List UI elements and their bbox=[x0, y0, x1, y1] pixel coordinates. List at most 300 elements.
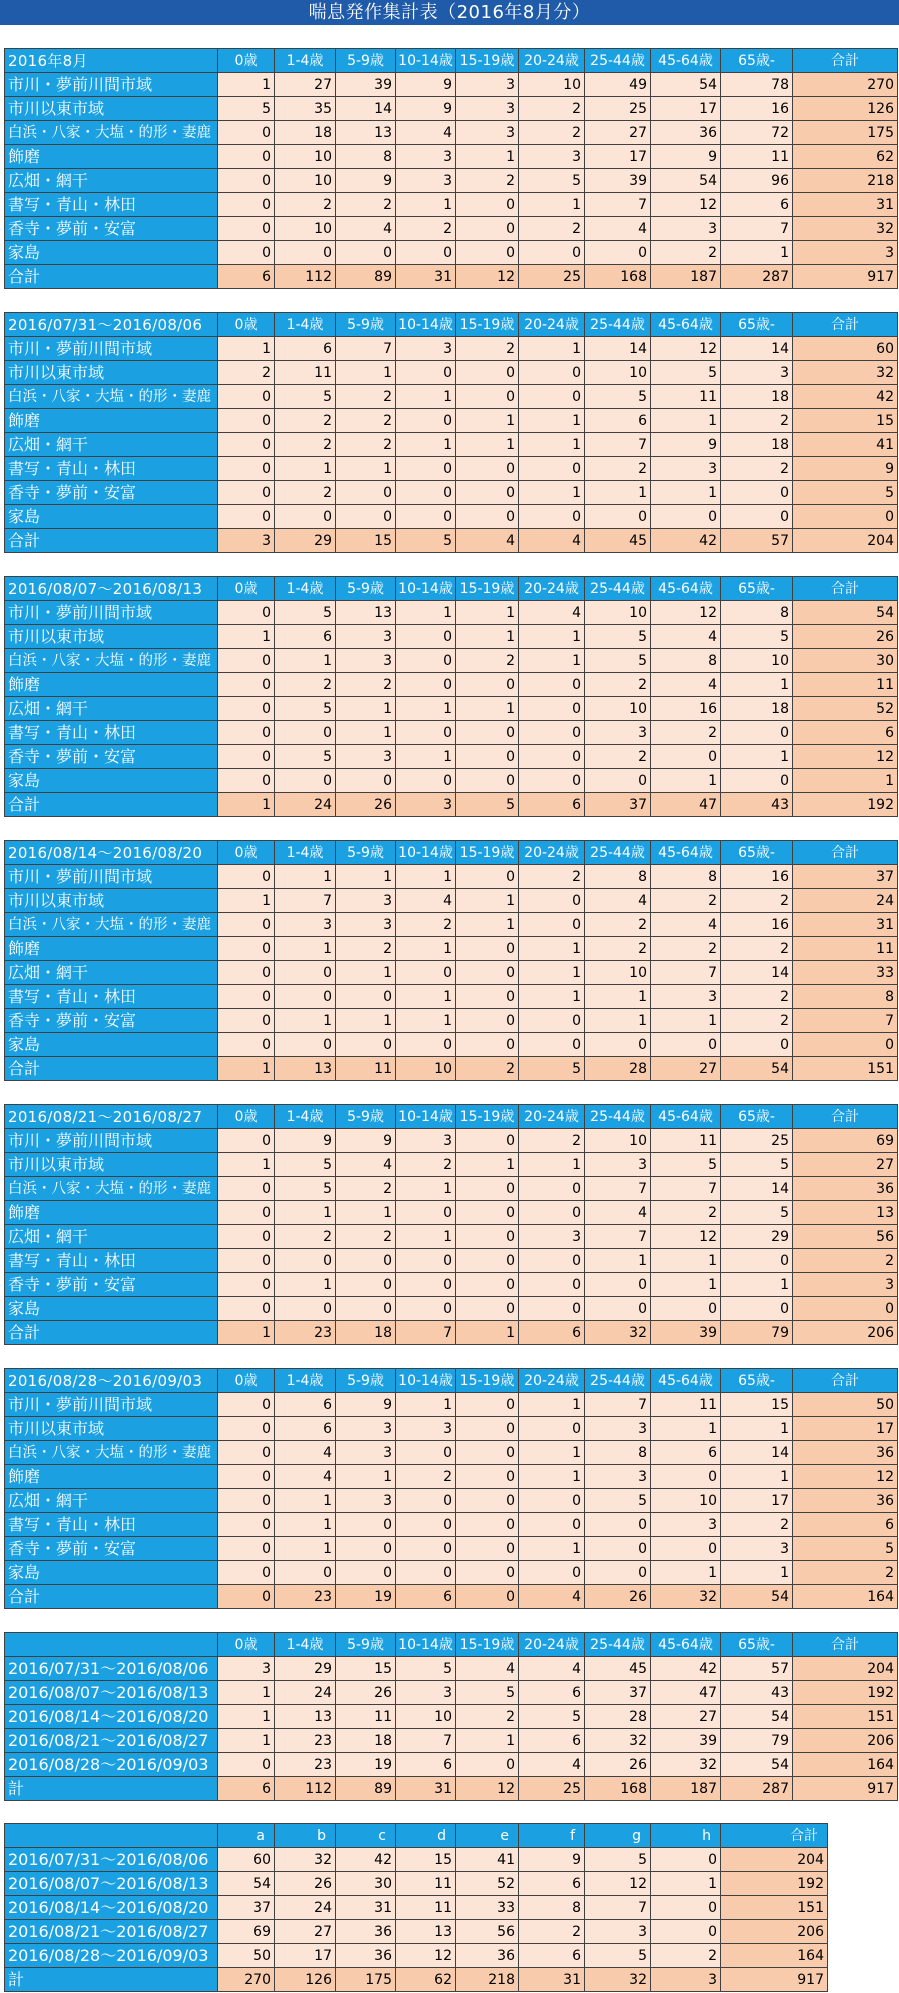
count-cell: 5 bbox=[721, 625, 793, 649]
total-cell: 187 bbox=[651, 265, 721, 289]
column-header: 1-4歳 bbox=[275, 313, 336, 337]
count-cell: 1 bbox=[456, 913, 519, 937]
count-cell: 9 bbox=[396, 73, 456, 97]
count-cell: 7 bbox=[275, 889, 336, 913]
header-row bbox=[5, 841, 898, 865]
count-cell: 6 bbox=[651, 1441, 721, 1465]
count-cell: 17 bbox=[275, 1944, 336, 1968]
count-cell: 8 bbox=[336, 145, 396, 169]
count-cell: 12 bbox=[651, 337, 721, 361]
total-cell: 1 bbox=[218, 1057, 275, 1081]
row-label: 家島 bbox=[5, 505, 218, 529]
count-cell: 0 bbox=[396, 649, 456, 673]
count-cell: 7 bbox=[585, 193, 651, 217]
count-cell: 15 bbox=[336, 1657, 396, 1681]
column-header: 15-19歳 bbox=[456, 1633, 519, 1657]
count-cell: 10 bbox=[721, 649, 793, 673]
count-cell: 2 bbox=[456, 649, 519, 673]
column-header: 25-44歳 bbox=[585, 313, 651, 337]
table-row bbox=[5, 121, 898, 145]
total-row bbox=[5, 1968, 828, 1992]
row-label: 香寺・夢前・安富 bbox=[5, 217, 218, 241]
count-cell: 16 bbox=[651, 697, 721, 721]
count-cell: 0 bbox=[721, 1033, 793, 1057]
column-header: 0歳 bbox=[218, 841, 275, 865]
count-cell: 0 bbox=[336, 1513, 396, 1537]
column-header: 15-19歳 bbox=[456, 577, 519, 601]
count-cell: 42 bbox=[336, 1848, 396, 1872]
count-cell: 3 bbox=[721, 1537, 793, 1561]
table-row bbox=[5, 1201, 898, 1225]
count-cell: 0 bbox=[218, 1537, 275, 1561]
count-cell: 1 bbox=[651, 481, 721, 505]
total-cell: 28 bbox=[585, 1057, 651, 1081]
column-header: 15-19歳 bbox=[456, 49, 519, 73]
count-cell: 54 bbox=[651, 73, 721, 97]
count-cell: 3 bbox=[651, 217, 721, 241]
row-label: 書写・青山・林田 bbox=[5, 1249, 218, 1273]
count-cell: 0 bbox=[519, 1513, 585, 1537]
table-body bbox=[5, 313, 898, 553]
count-cell: 10 bbox=[585, 697, 651, 721]
total-cell: 18 bbox=[336, 1321, 396, 1345]
total-cell: 57 bbox=[721, 529, 793, 553]
count-cell: 69 bbox=[218, 1920, 275, 1944]
total-cell: 13 bbox=[275, 1057, 336, 1081]
total-cell: 32 bbox=[651, 1585, 721, 1609]
column-header: 65歳- bbox=[721, 1369, 793, 1393]
count-cell: 1 bbox=[456, 1153, 519, 1177]
total-cell: 23 bbox=[275, 1321, 336, 1345]
table-row bbox=[5, 1944, 828, 1968]
column-header: 25-44歳 bbox=[585, 1369, 651, 1393]
count-cell: 26 bbox=[585, 1753, 651, 1777]
count-cell: 1 bbox=[585, 1249, 651, 1273]
count-cell: 4 bbox=[585, 1201, 651, 1225]
count-cell: 15 bbox=[396, 1848, 456, 1872]
count-cell: 2 bbox=[651, 937, 721, 961]
count-cell: 1 bbox=[336, 961, 396, 985]
count-cell: 45 bbox=[585, 1657, 651, 1681]
count-cell: 15 bbox=[721, 1393, 793, 1417]
table-row bbox=[5, 937, 898, 961]
count-cell: 1 bbox=[519, 625, 585, 649]
count-cell: 0 bbox=[519, 457, 585, 481]
table-row bbox=[5, 1465, 898, 1489]
table-row bbox=[5, 73, 898, 97]
count-cell: 3 bbox=[336, 889, 396, 913]
count-cell: 0 bbox=[721, 721, 793, 745]
total-cell: 31 bbox=[793, 913, 898, 937]
count-cell: 52 bbox=[456, 1872, 519, 1896]
period-label bbox=[5, 1633, 218, 1657]
count-cell: 1 bbox=[721, 673, 793, 697]
column-header: 45-64歳 bbox=[651, 1105, 721, 1129]
count-cell: 0 bbox=[651, 505, 721, 529]
count-cell: 5 bbox=[585, 625, 651, 649]
total-row-label: 合計 bbox=[5, 793, 218, 817]
total-cell: 0 bbox=[218, 1585, 275, 1609]
total-cell: 270 bbox=[218, 1968, 275, 1992]
count-cell: 1 bbox=[456, 889, 519, 913]
count-cell: 11 bbox=[651, 1393, 721, 1417]
column-header: 合計 bbox=[793, 49, 898, 73]
count-cell: 1 bbox=[519, 961, 585, 985]
count-cell: 2 bbox=[519, 97, 585, 121]
count-cell: 7 bbox=[336, 337, 396, 361]
count-cell: 5 bbox=[585, 1944, 651, 1968]
count-cell: 19 bbox=[336, 1753, 396, 1777]
count-cell: 0 bbox=[336, 985, 396, 1009]
count-cell: 0 bbox=[651, 1848, 721, 1872]
count-cell: 5 bbox=[519, 1705, 585, 1729]
total-cell: 29 bbox=[275, 529, 336, 553]
count-cell: 0 bbox=[519, 1297, 585, 1321]
count-cell: 12 bbox=[651, 1225, 721, 1249]
column-header: 10-14歳 bbox=[396, 313, 456, 337]
column-header: 0歳 bbox=[218, 313, 275, 337]
count-cell: 16 bbox=[721, 97, 793, 121]
count-cell: 1 bbox=[396, 865, 456, 889]
total-cell: 12 bbox=[456, 265, 519, 289]
table-row bbox=[5, 481, 898, 505]
count-cell: 0 bbox=[651, 1537, 721, 1561]
column-header: 合計 bbox=[793, 1633, 898, 1657]
table-row bbox=[5, 361, 898, 385]
row-label: 白浜・八家・大塩・的形・妻鹿 bbox=[5, 121, 218, 145]
total-cell: 192 bbox=[721, 1872, 828, 1896]
total-cell: 7 bbox=[793, 1009, 898, 1033]
column-header: 合計 bbox=[793, 841, 898, 865]
total-row bbox=[5, 529, 898, 553]
count-cell: 7 bbox=[651, 961, 721, 985]
count-cell: 2 bbox=[519, 1920, 585, 1944]
count-cell: 0 bbox=[218, 1441, 275, 1465]
column-header: 45-64歳 bbox=[651, 49, 721, 73]
count-cell: 0 bbox=[456, 241, 519, 265]
count-cell: 0 bbox=[456, 1441, 519, 1465]
total-cell: 6 bbox=[218, 265, 275, 289]
table-row bbox=[5, 457, 898, 481]
count-cell: 2 bbox=[275, 193, 336, 217]
count-cell: 0 bbox=[456, 1489, 519, 1513]
count-cell: 49 bbox=[585, 73, 651, 97]
count-cell: 0 bbox=[519, 1417, 585, 1441]
table-row bbox=[5, 1249, 898, 1273]
count-cell: 2 bbox=[585, 457, 651, 481]
count-cell: 37 bbox=[218, 1896, 275, 1920]
total-cell: 36 bbox=[793, 1489, 898, 1513]
count-cell: 0 bbox=[275, 769, 336, 793]
count-cell: 17 bbox=[721, 1489, 793, 1513]
count-cell: 2 bbox=[456, 337, 519, 361]
count-cell: 1 bbox=[218, 889, 275, 913]
count-cell: 0 bbox=[456, 1417, 519, 1441]
table-row bbox=[5, 1561, 898, 1585]
total-cell: 6 bbox=[793, 1513, 898, 1537]
count-cell: 1 bbox=[336, 1465, 396, 1489]
total-cell: 10 bbox=[396, 1057, 456, 1081]
table-row bbox=[5, 1681, 898, 1705]
table-row bbox=[5, 1297, 898, 1321]
count-cell: 5 bbox=[585, 385, 651, 409]
column-header: 5-9歳 bbox=[336, 1633, 396, 1657]
total-cell: 164 bbox=[721, 1944, 828, 1968]
count-cell: 3 bbox=[336, 1441, 396, 1465]
column-header: 合計 bbox=[793, 1105, 898, 1129]
total-cell: 2 bbox=[793, 1561, 898, 1585]
count-cell: 0 bbox=[218, 1753, 275, 1777]
table-row bbox=[5, 1513, 898, 1537]
count-cell: 0 bbox=[396, 241, 456, 265]
count-cell: 0 bbox=[456, 193, 519, 217]
count-cell: 3 bbox=[456, 121, 519, 145]
total-cell: 3 bbox=[396, 793, 456, 817]
table-body bbox=[5, 49, 898, 289]
count-cell: 1 bbox=[651, 1561, 721, 1585]
count-cell: 3 bbox=[396, 1129, 456, 1153]
count-cell: 9 bbox=[519, 1848, 585, 1872]
count-cell: 2 bbox=[275, 1225, 336, 1249]
count-cell: 0 bbox=[218, 1249, 275, 1273]
total-cell: 33 bbox=[793, 961, 898, 985]
count-cell: 7 bbox=[585, 1225, 651, 1249]
column-header: c bbox=[336, 1824, 396, 1848]
total-cell: 54 bbox=[721, 1585, 793, 1609]
total-cell: 1 bbox=[793, 769, 898, 793]
count-cell: 1 bbox=[651, 1417, 721, 1441]
column-header: 合計 bbox=[721, 1824, 828, 1848]
total-cell: 56 bbox=[793, 1225, 898, 1249]
count-cell: 0 bbox=[218, 865, 275, 889]
count-cell: 1 bbox=[218, 73, 275, 97]
count-cell: 0 bbox=[456, 721, 519, 745]
count-cell: 2 bbox=[456, 1705, 519, 1729]
count-cell: 3 bbox=[721, 361, 793, 385]
total-cell: 187 bbox=[651, 1777, 721, 1801]
count-cell: 9 bbox=[651, 145, 721, 169]
count-cell: 0 bbox=[218, 1201, 275, 1225]
column-header: 45-64歳 bbox=[651, 1633, 721, 1657]
total-cell: 4 bbox=[519, 529, 585, 553]
count-cell: 17 bbox=[651, 97, 721, 121]
column-header: 5-9歳 bbox=[336, 1369, 396, 1393]
count-cell: 0 bbox=[396, 409, 456, 433]
count-cell: 25 bbox=[721, 1129, 793, 1153]
column-header: h bbox=[651, 1824, 721, 1848]
count-cell: 10 bbox=[585, 961, 651, 985]
count-cell: 0 bbox=[218, 673, 275, 697]
count-cell: 2 bbox=[396, 217, 456, 241]
column-header: 0歳 bbox=[218, 1369, 275, 1393]
count-cell: 0 bbox=[721, 769, 793, 793]
row-label: 広畑・網干 bbox=[5, 961, 218, 985]
total-cell: 24 bbox=[793, 889, 898, 913]
count-cell: 5 bbox=[585, 1489, 651, 1513]
table-body bbox=[5, 577, 898, 817]
count-cell: 1 bbox=[721, 745, 793, 769]
count-cell: 1 bbox=[218, 1681, 275, 1705]
total-cell: 218 bbox=[793, 169, 898, 193]
column-header: 合計 bbox=[793, 577, 898, 601]
count-cell: 2 bbox=[721, 1009, 793, 1033]
count-cell: 0 bbox=[218, 1393, 275, 1417]
count-cell: 1 bbox=[721, 241, 793, 265]
total-cell: 31 bbox=[396, 265, 456, 289]
count-cell: 0 bbox=[456, 1273, 519, 1297]
count-cell: 47 bbox=[651, 1681, 721, 1705]
count-cell: 0 bbox=[519, 1489, 585, 1513]
column-header: 25-44歳 bbox=[585, 577, 651, 601]
table-row bbox=[5, 1705, 898, 1729]
count-cell: 0 bbox=[519, 697, 585, 721]
count-cell: 1 bbox=[275, 865, 336, 889]
row-label: 2016/08/14～2016/08/20 bbox=[5, 1896, 218, 1920]
count-cell: 23 bbox=[275, 1729, 336, 1753]
count-cell: 4 bbox=[396, 889, 456, 913]
count-cell: 0 bbox=[519, 385, 585, 409]
column-header: 20-24歳 bbox=[519, 49, 585, 73]
table-body bbox=[5, 1105, 898, 1345]
row-label: 家島 bbox=[5, 1561, 218, 1585]
table-row bbox=[5, 145, 898, 169]
total-cell: 6 bbox=[218, 1777, 275, 1801]
column-header: b bbox=[275, 1824, 336, 1848]
total-cell: 0 bbox=[793, 505, 898, 529]
count-cell: 0 bbox=[519, 1033, 585, 1057]
column-header: 25-44歳 bbox=[585, 841, 651, 865]
total-cell: 45 bbox=[585, 529, 651, 553]
total-cell: 26 bbox=[336, 793, 396, 817]
table-row bbox=[5, 1009, 898, 1033]
count-cell: 0 bbox=[396, 1297, 456, 1321]
count-cell: 0 bbox=[721, 505, 793, 529]
total-row-label: 合計 bbox=[5, 1321, 218, 1345]
count-cell: 0 bbox=[275, 1561, 336, 1585]
count-cell: 0 bbox=[651, 1465, 721, 1489]
row-label: 市川・夢前川間市域 bbox=[5, 601, 218, 625]
count-cell: 2 bbox=[336, 385, 396, 409]
total-cell: 11 bbox=[336, 1057, 396, 1081]
count-cell: 1 bbox=[519, 1465, 585, 1489]
table-row bbox=[5, 769, 898, 793]
total-cell: 11 bbox=[793, 937, 898, 961]
count-cell: 0 bbox=[336, 1537, 396, 1561]
count-cell: 0 bbox=[218, 121, 275, 145]
count-cell: 0 bbox=[218, 1417, 275, 1441]
count-cell: 11 bbox=[396, 1872, 456, 1896]
count-cell: 1 bbox=[336, 865, 396, 889]
count-cell: 7 bbox=[585, 1177, 651, 1201]
count-cell: 1 bbox=[275, 1201, 336, 1225]
weekly-by-age-table bbox=[4, 1632, 898, 1801]
table-row bbox=[5, 385, 898, 409]
count-cell: 27 bbox=[585, 121, 651, 145]
column-header: 0歳 bbox=[218, 577, 275, 601]
count-cell: 1 bbox=[336, 457, 396, 481]
count-cell: 0 bbox=[275, 505, 336, 529]
table-row bbox=[5, 1129, 898, 1153]
table-row bbox=[5, 1848, 828, 1872]
count-cell: 2 bbox=[336, 937, 396, 961]
count-cell: 0 bbox=[218, 601, 275, 625]
count-cell: 18 bbox=[336, 1729, 396, 1753]
total-cell: 5 bbox=[396, 529, 456, 553]
count-cell: 0 bbox=[218, 769, 275, 793]
row-label: 飾磨 bbox=[5, 409, 218, 433]
row-label: 白浜・八家・大塩・的形・妻鹿 bbox=[5, 649, 218, 673]
grand-total-cell: 917 bbox=[721, 1968, 828, 1992]
total-cell: 31 bbox=[396, 1777, 456, 1801]
count-cell: 0 bbox=[218, 217, 275, 241]
header-row bbox=[5, 49, 898, 73]
total-cell: 151 bbox=[793, 1705, 898, 1729]
total-cell: 270 bbox=[793, 73, 898, 97]
count-cell: 0 bbox=[456, 1297, 519, 1321]
total-row bbox=[5, 1585, 898, 1609]
count-cell: 29 bbox=[275, 1657, 336, 1681]
total-cell: 43 bbox=[721, 793, 793, 817]
total-cell: 5 bbox=[793, 481, 898, 505]
row-label: 家島 bbox=[5, 1297, 218, 1321]
count-cell: 4 bbox=[651, 625, 721, 649]
row-label: 家島 bbox=[5, 1033, 218, 1057]
count-cell: 11 bbox=[651, 385, 721, 409]
total-cell: 47 bbox=[651, 793, 721, 817]
count-cell: 2 bbox=[585, 937, 651, 961]
count-cell: 4 bbox=[519, 1753, 585, 1777]
table-row bbox=[5, 721, 898, 745]
total-cell: 204 bbox=[721, 1848, 828, 1872]
total-cell: 31 bbox=[793, 193, 898, 217]
total-cell: 0 bbox=[456, 1585, 519, 1609]
table-row bbox=[5, 169, 898, 193]
count-cell: 5 bbox=[275, 601, 336, 625]
total-cell: 1 bbox=[218, 1321, 275, 1345]
count-cell: 14 bbox=[721, 961, 793, 985]
count-cell: 9 bbox=[336, 1393, 396, 1417]
count-cell: 43 bbox=[721, 1681, 793, 1705]
total-cell: 126 bbox=[275, 1968, 336, 1992]
count-cell: 0 bbox=[519, 673, 585, 697]
table-row bbox=[5, 865, 898, 889]
table-row bbox=[5, 1153, 898, 1177]
total-cell: 5 bbox=[793, 1537, 898, 1561]
count-cell: 0 bbox=[456, 1393, 519, 1417]
title-bar bbox=[0, 0, 899, 25]
row-label: 家島 bbox=[5, 769, 218, 793]
total-row bbox=[5, 1057, 898, 1081]
column-header: 0歳 bbox=[218, 1633, 275, 1657]
row-label: 香寺・夢前・安富 bbox=[5, 1273, 218, 1297]
count-cell: 0 bbox=[396, 1249, 456, 1273]
column-header: a bbox=[218, 1824, 275, 1848]
count-cell: 32 bbox=[275, 1848, 336, 1872]
count-cell: 0 bbox=[456, 1249, 519, 1273]
total-row-label: 合計 bbox=[5, 265, 218, 289]
column-header: 45-64歳 bbox=[651, 577, 721, 601]
count-cell: 8 bbox=[721, 601, 793, 625]
count-cell: 0 bbox=[519, 721, 585, 745]
count-cell: 9 bbox=[336, 1129, 396, 1153]
row-label: 白浜・八家・大塩・的形・妻鹿 bbox=[5, 1441, 218, 1465]
count-cell: 2 bbox=[519, 1129, 585, 1153]
count-cell: 1 bbox=[519, 1153, 585, 1177]
count-cell: 3 bbox=[585, 1153, 651, 1177]
total-cell: 112 bbox=[275, 265, 336, 289]
row-label: 2016/08/28～2016/09/03 bbox=[5, 1944, 218, 1968]
column-header: 1-4歳 bbox=[275, 49, 336, 73]
